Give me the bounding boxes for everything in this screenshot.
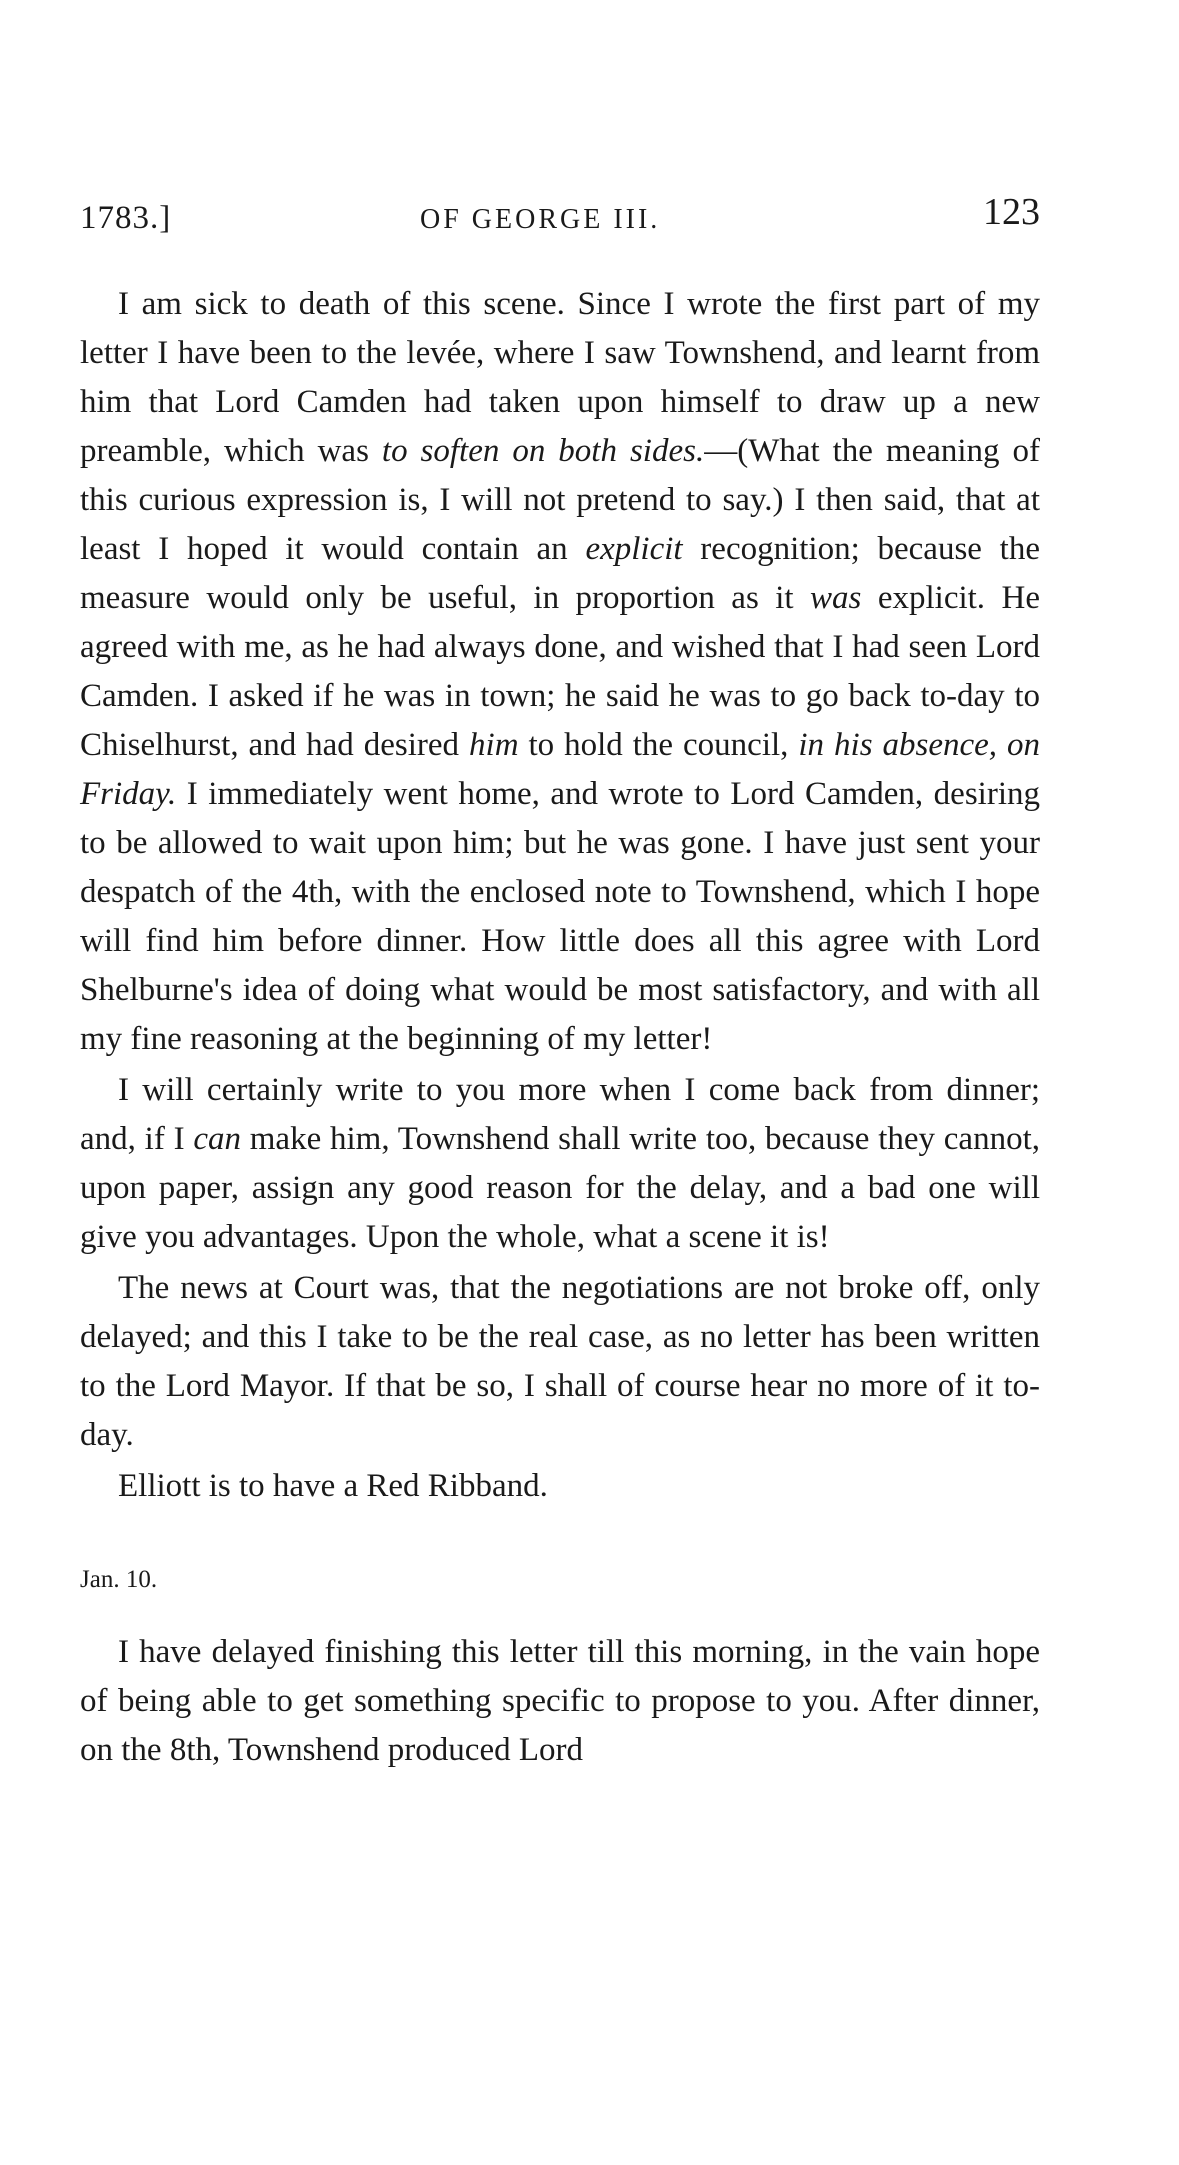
italic-run: to soften on both sides.: [381, 433, 705, 469]
text-run: I will certainly write to you more when I come back from dinner; and, if I: [80, 1072, 1040, 1157]
running-head: [80, 190, 1040, 250]
header-year: 1783.]: [80, 200, 172, 236]
paragraph-2: [80, 1066, 1040, 1262]
body-text: [80, 280, 1040, 1775]
text-run: recognition; because the measure would only be useful, in proportion as it: [80, 531, 1040, 616]
page-number: 123: [983, 191, 1040, 233]
paragraph-3: The news at Court was, that the negotiations are not broke off, only delayed; and this I take to be the real case, as no letter has been written to the Lord Mayor. If that be so, I shall of course hear no more of it to-day.: [80, 1270, 1040, 1453]
text-run: I immediately went home, and wrote to Lord Camden, desiring to be allowed to wait upon him; but he was gone. I have just sent your despatch of the 4th, with the enclosed note to Townshend, which I hope will find him before dinner. How little does all this agree with Lord Shelburne's idea of doing what would be most satisfactory, and with all my fine reasoning at the beginning of my letter!: [80, 776, 1040, 1057]
text-run: to hold the council,: [518, 727, 799, 763]
italic-run: was: [810, 580, 862, 616]
text-run: make him, Townshend shall write too, because they cannot, upon paper, assign any good reason for the delay, and a bad one will give you advantages. Upon the whole, what a scene it is!: [80, 1121, 1041, 1255]
italic-run: explicit: [585, 531, 683, 567]
paragraph-1: [80, 280, 1040, 1064]
italic-run: in his absence, on Friday.: [80, 727, 1040, 812]
text-run: —(What the meaning of this curious expression is, I will not pretend to say.) I then said, that at least I hoped it would contain an: [80, 433, 1040, 567]
paragraph-5: I have delayed finishing this letter till this morning, in the vain hope of being able to get something specific to propose to you. After dinner, on the 8th, Townshend produced Lord: [80, 1634, 1040, 1768]
italic-run: can: [193, 1121, 241, 1157]
italic-run: him: [469, 727, 519, 763]
header-title: OF GEORGE III.: [420, 204, 661, 235]
dateline: Jan. 10.: [80, 1566, 158, 1593]
paragraph-4: Elliott is to have a Red Ribband.: [118, 1468, 548, 1504]
text-run: I am sick to death of this scene. Since I wrote the first part of my letter I have been to the levée, where I saw Townshend, and learnt from him that Lord Camden had taken upon himself to draw up a new preamble, which was: [80, 286, 1040, 469]
text-run: explicit. He agreed with me, as he had always done, and wished that I had seen Lord Camden. I asked if he was in town; he said he was to go back to-day to Chiselhurst, and had desired: [80, 580, 1040, 763]
